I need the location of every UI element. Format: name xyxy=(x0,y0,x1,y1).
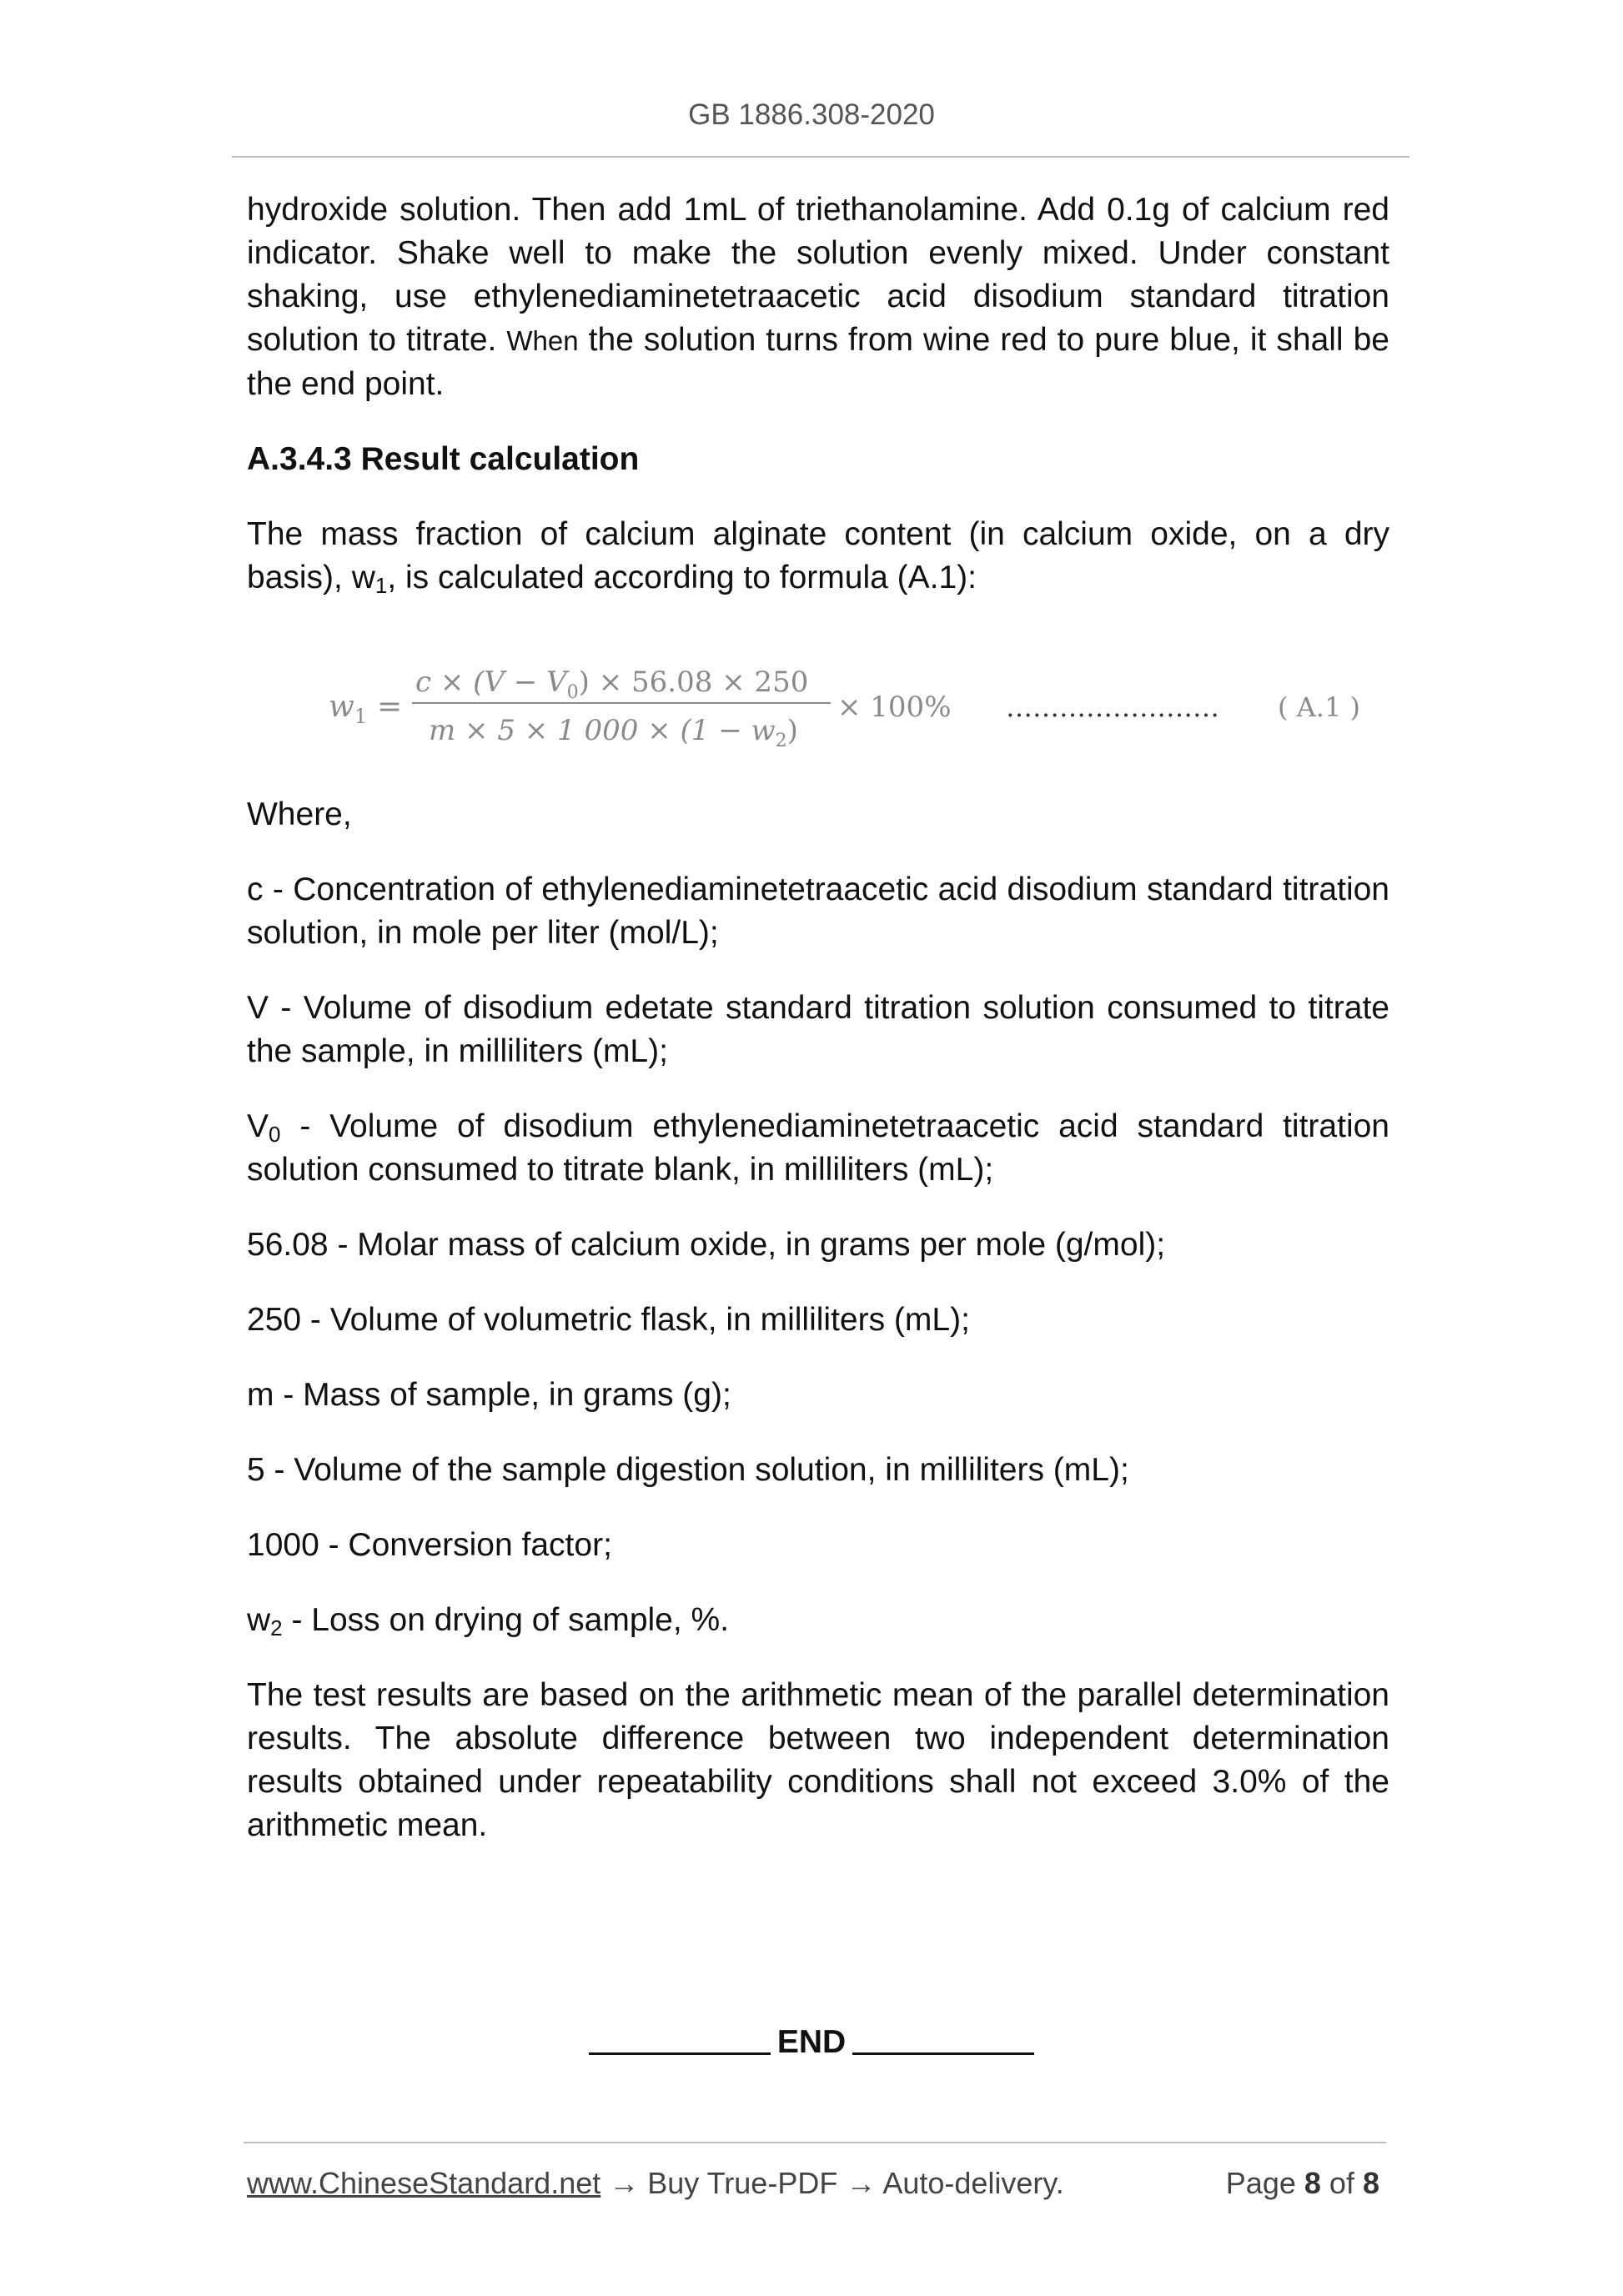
where-label: Where, xyxy=(247,796,352,832)
definition-symbol: 5 xyxy=(247,1452,265,1488)
definition-symbol: V xyxy=(247,990,269,1026)
definition-text: - Conversion factor; xyxy=(319,1527,612,1563)
formula-equals: = xyxy=(377,690,403,724)
definition-text: - Volume of disodium ethylenediaminetetraacetic acid standard titration solution consumed to titrate blank, in milliliters (mL); xyxy=(247,1108,1389,1188)
definition-item xyxy=(247,1449,1389,1492)
formula-leader: …………………… xyxy=(1006,691,1219,723)
formula-graphic xyxy=(322,631,1389,761)
section-heading: A.3.4.3 Result calculation xyxy=(247,441,640,477)
website-link[interactable]: www.ChineseStandard.net xyxy=(247,2166,601,2200)
formula-lhs: $w_1$ xyxy=(329,690,368,728)
definition-symbol: V xyxy=(247,1108,269,1144)
document-code-header: GB 1886.308-2020 xyxy=(688,98,935,131)
definition-subscript: 2 xyxy=(270,1615,283,1640)
definition-text: - Volume of volumetric flask, in milliliters (mL); xyxy=(301,1302,970,1338)
formula-multiplier: × 100% xyxy=(837,691,952,724)
total-pages: 8 xyxy=(1362,2166,1379,2200)
formula-denominator: m × 5 × 1 $000 \times (1 - w_2)$ xyxy=(429,714,798,751)
end-rule-left xyxy=(589,2052,771,2055)
definition-item xyxy=(247,987,1389,1073)
definition-text: - Loss on drying of sample, %. xyxy=(282,1602,730,1638)
definitions-list xyxy=(247,868,1389,1642)
intro-paragraph: hydroxide solution. Then add 1mL of triethanolamine. Add 0.1g of calcium red indicator. Shake well to make the solution evenly mixed. Under constant shaking, use ethylenediaminetetraacetic acid disodium standard titration solution to titrate. When the solution turns from wine red to pure blue, it shall be the end point. xyxy=(247,192,1389,402)
footer-divider xyxy=(244,2142,1386,2143)
definition-symbol: w xyxy=(247,1602,271,1638)
end-rule-right xyxy=(852,2052,1034,2055)
page-content xyxy=(247,188,1389,1879)
definition-item xyxy=(247,1599,1389,1642)
header-divider xyxy=(232,156,1409,158)
calculation-intro: The mass fraction of calcium alginate content (in calcium oxide, on a dry basis), $w_1$, is calculated according to formula (A.1): xyxy=(247,516,1389,598)
promo-text: → Buy True-PDF → Auto-delivery. xyxy=(600,2166,1064,2200)
definition-subscript: 0 xyxy=(269,1122,281,1147)
definition-item xyxy=(247,1524,1389,1567)
definition-symbol: c xyxy=(247,872,264,907)
footer xyxy=(247,2166,1389,2201)
page-indicator: Page 8 of 8 xyxy=(1225,2166,1379,2200)
definition-text: - Mass of sample, in grams (g); xyxy=(274,1377,731,1413)
definition-item xyxy=(247,1105,1389,1192)
conclusion-paragraph: The test results are based on the arithmetic mean of the parallel determination results. The absolute difference between two independent determination results obtained under repeatability conditions shall not exceed 3.0% of the arithmetic mean. xyxy=(247,1677,1389,1843)
formula-label: ( A.1 ) xyxy=(1278,691,1360,723)
formula-numerator: $c \times (V - V_0) \times 56.08 \times 250$ xyxy=(415,666,809,703)
definition-text: - Volume of the sample digestion solution, in milliliters (mL); xyxy=(264,1452,1129,1488)
current-page: 8 xyxy=(1304,2166,1321,2200)
end-marker: END xyxy=(0,2024,1623,2061)
definition-text: - Volume of disodium edetate standard titration solution consumed to titrate the sample, in milliliters (mL); xyxy=(247,990,1389,1069)
definition-symbol: 56.08 xyxy=(247,1227,329,1263)
definition-item xyxy=(247,868,1389,955)
definition-symbol: 250 xyxy=(247,1302,302,1338)
definition-item xyxy=(247,1299,1389,1342)
formula-a1 xyxy=(247,631,1389,761)
definition-text: - Molar mass of calcium oxide, in grams per mole (g/mol); xyxy=(328,1227,1166,1263)
definition-item xyxy=(247,1374,1389,1417)
definition-symbol: m xyxy=(247,1377,274,1413)
definition-text: - Concentration of ethylenediaminetetraacetic acid disodium standard titration solution, in mole per liter (mol/L); xyxy=(247,872,1389,951)
definition-symbol: 1000 xyxy=(247,1527,319,1563)
definition-item xyxy=(247,1223,1389,1267)
